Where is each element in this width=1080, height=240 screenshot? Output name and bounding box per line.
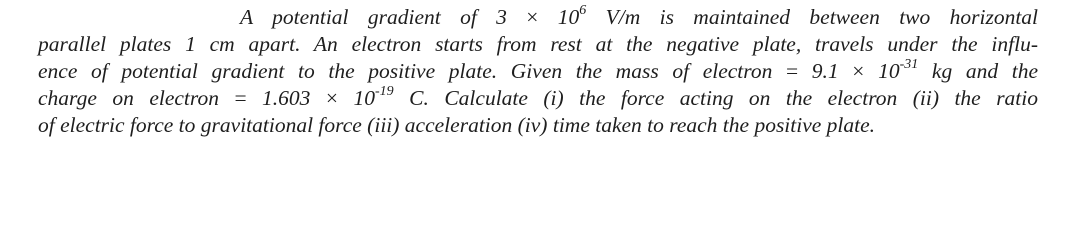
exponent: 6 — [579, 3, 587, 18]
text-run: 10 — [864, 59, 900, 83]
text-run: kg and the — [918, 59, 1039, 83]
problem-statement — [38, 4, 1038, 139]
equals-symbol: = — [785, 59, 799, 83]
problem-line-2: parallel plates 1 cm apart. An electron starts from rest at the negative plate, travels under the influ- — [38, 32, 1038, 56]
text-run: A potential gradient of 3 — [240, 5, 527, 29]
text-run: charge on electron — [38, 86, 235, 110]
text-run: 10 — [338, 86, 376, 110]
problem-line-4 — [38, 85, 1038, 112]
times-symbol: × — [325, 86, 339, 110]
text-run: V/m is maintained between two horizontal — [586, 5, 1039, 29]
text-run: 1.603 — [246, 86, 326, 110]
problem-line-1 — [38, 4, 1038, 31]
problem-line-3 — [38, 58, 1038, 85]
times-symbol: × — [852, 59, 865, 83]
equals-symbol: = — [234, 86, 247, 110]
text-run: ence of potential gradient to the positive plate. Given the mass of electron — [38, 59, 786, 83]
text-run: 9.1 — [798, 59, 853, 83]
text-run: C. Calculate (i) the force acting on the electron (ii) the ratio — [393, 86, 1039, 110]
times-symbol: × — [526, 5, 539, 29]
text-run: 10 — [538, 5, 580, 29]
exponent: -31 — [899, 57, 919, 72]
problem-line-5: of electric force to gravitational force (iii) acceleration (iv) time taken to reach the positive plate. — [38, 113, 876, 137]
exponent: -19 — [375, 84, 394, 99]
